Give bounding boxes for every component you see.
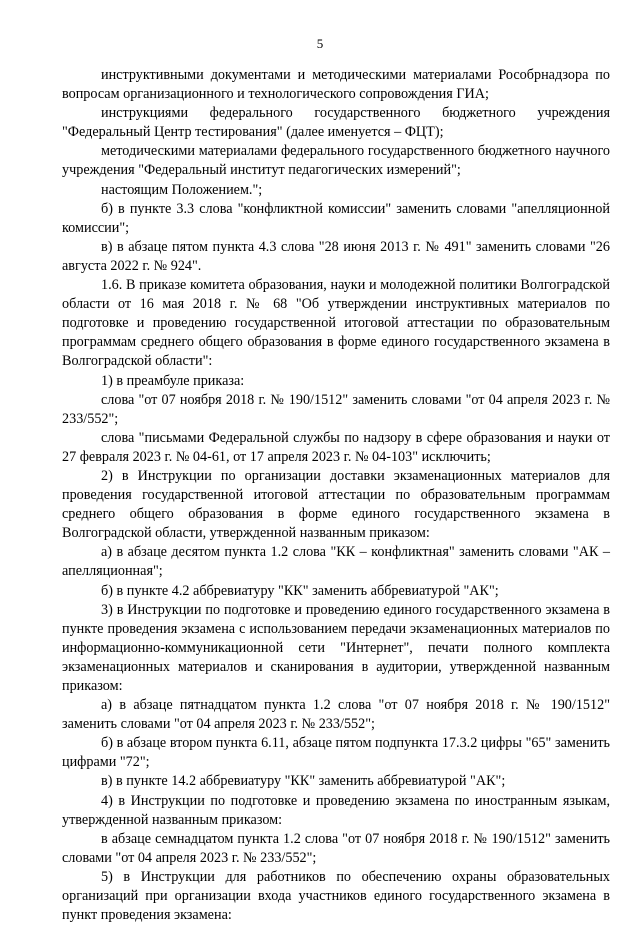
paragraph: 5) в Инструкции для работников по обеспечению охраны образовательных организаций при организации входа участников единого государственного экзамена в пункт проведения экзамена:	[62, 868, 610, 924]
paragraph: б) в пункте 4.2 аббревиатуру "КК" заменить аббревиатурой "АК";	[101, 582, 499, 599]
paragraph: инструкциями федерального государственного бюджетного учреждения "Федеральный Центр тестирования" (далее именуется – ФЦТ);	[62, 105, 610, 141]
paragraph: а) в абзаце десятом пункта 1.2 слова "КК – конфликтная" заменить словами "АК – апелляционная";	[62, 544, 610, 580]
paragraph: слова "от 07 ноября 2018 г. № 190/1512" заменить словами "от 04 апреля 2023 г. № 233/552";	[62, 391, 610, 427]
paragraph: 2) в Инструкции по организации доставки экзаменационных материалов для проведения государственной итоговой аттестации по образовательным программам среднего общего образования в форме единого государственного экзамена в Волгоградской области, утвержденной названным приказом:	[62, 467, 610, 542]
paragraph: б) в абзаце втором пункта 6.11, абзаце пятом подпункта 17.3.2 цифры "65" заменить цифрами "72";	[62, 735, 610, 771]
paragraph: в) в пункте 14.2 аббревиатуру "КК" заменить аббревиатурой "АК";	[101, 773, 506, 790]
paragraph: в абзаце семнадцатом пункта 1.2 слова "от 07 ноября 2018 г. № 190/1512" заменить словами "от 04 апреля 2023 г. № 233/552";	[62, 830, 610, 866]
paragraph: б) в пункте 3.3 слова "конфликтной комиссии" заменить словами "апелляционной комиссии";	[62, 200, 610, 236]
paragraph: а) в абзаце пятнадцатом пункта 1.2 слова "от 07 ноября 2018 г. № 190/1512" заменить словами "от 04 апреля 2023 г. № 233/552";	[62, 697, 610, 733]
paragraph: слова "письмами Федеральной службы по надзору в сфере образования и науки от 27 февраля 2023 г. № 04-61, от 17 апреля 2023 г. № 04-103" исключить;	[62, 429, 610, 465]
paragraph: 3) в Инструкции по подготовке и проведению единого государственного экзамена в пункте проведения экзамена с использованием передачи экзаменационных материалов по информационно-коммуникационной сети "Интернет", печати полного комплекта экзаменационных материалов и сканирования в аудитории, утвержденной названным приказом:	[62, 601, 610, 694]
paragraph: методическими материалами федерального государственного бюджетного научного учреждения "Федеральный институт педагогических измерений";	[62, 143, 610, 179]
paragraph: инструктивными документами и методическими материалами Рособрнадзора по вопросам организационного и технологического сопровождения ГИА;	[62, 67, 610, 103]
document-body	[62, 66, 610, 925]
paragraph: 4) в Инструкции по подготовке и проведению экзамена по иностранным языкам, утвержденной названным приказом:	[62, 792, 610, 828]
paragraph: в) в абзаце пятом пункта 4.3 слова "28 июня 2013 г. № 491" заменить словами "26 августа 2022 г. № 924".	[62, 238, 610, 274]
page-number: 5	[316, 36, 324, 51]
paragraph: настоящим Положением.";	[101, 181, 263, 198]
paragraph: 1) в преамбуле приказа:	[101, 372, 245, 389]
paragraph: 1.6. В приказе комитета образования, науки и молодежной политики Волгоградской области от 16 мая 2018 г. № 68 "Об утверждении инструктивных материалов по подготовке и проведению государственной итоговой аттестации по образовательным программам среднего общего образования в форме единого государственного экзамена в Волгоградской области":	[62, 277, 610, 370]
